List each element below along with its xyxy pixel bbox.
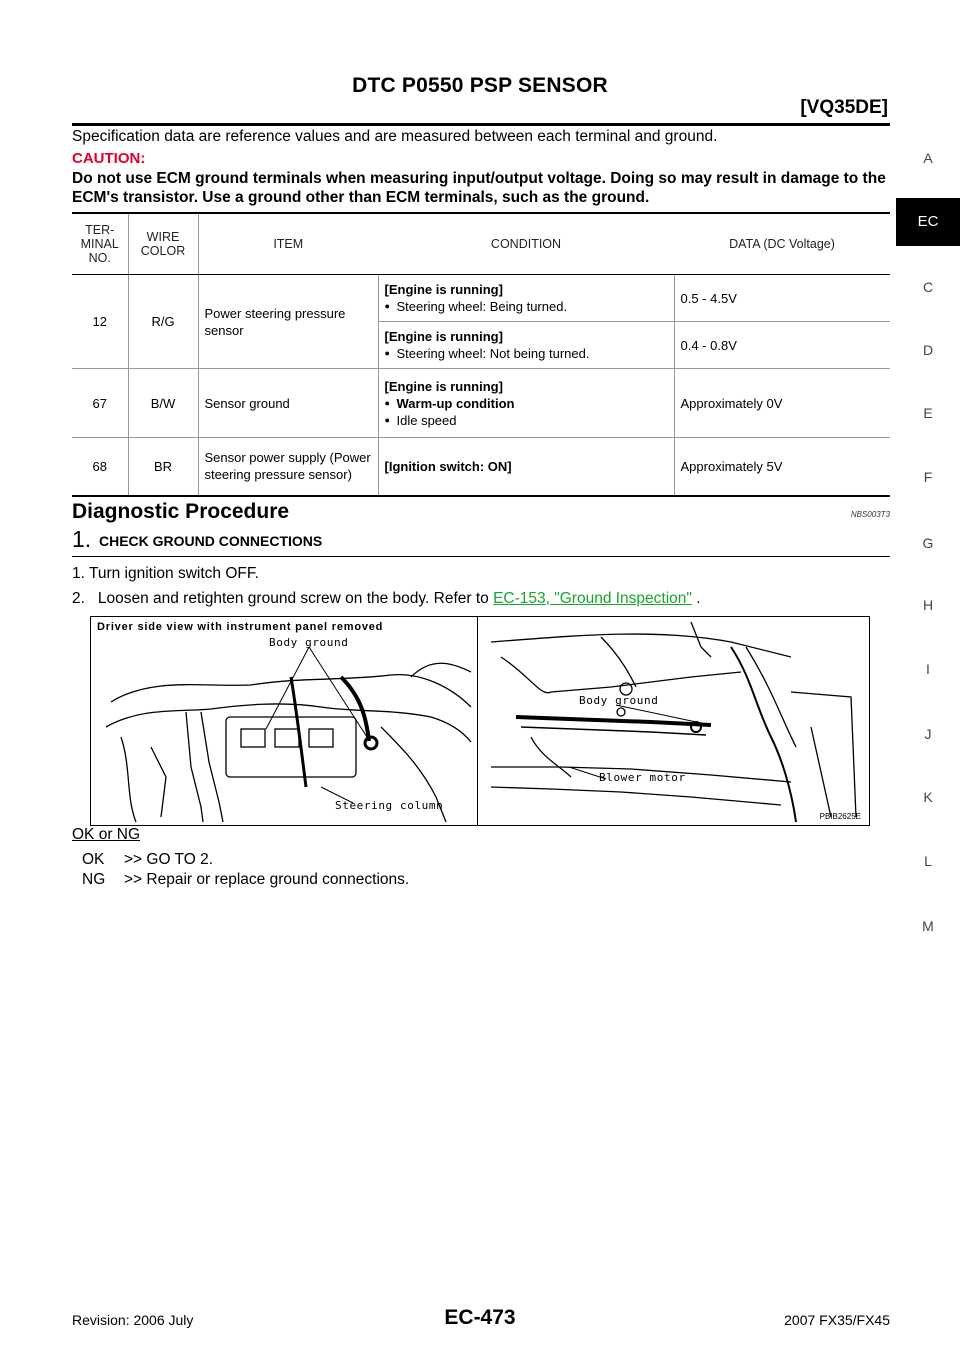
terminal-cell: 12 <box>72 275 128 369</box>
footer-revision: Revision: 2006 July <box>72 1312 194 1328</box>
header-rule <box>72 123 890 126</box>
index-tab-h[interactable]: H <box>922 597 934 613</box>
instruction-1: 1. Turn ignition switch OFF. <box>72 565 259 582</box>
instruction-2 <box>72 590 701 608</box>
step-number: 1. <box>72 526 92 552</box>
index-tab-e[interactable]: E <box>923 405 933 421</box>
spec-note: Specification data are reference values and are measured between each terminal and ground. <box>72 128 718 145</box>
instruction-2-suffix: . <box>691 590 701 607</box>
condition-bullet: ● Warm-up condition <box>385 395 668 412</box>
condition-bullet: ● Steering wheel: Being turned. <box>385 298 668 315</box>
item-cell: Sensor ground <box>198 369 378 438</box>
section-title: Diagnostic Procedure <box>72 500 290 523</box>
steering-column-label: Steering column <box>335 799 444 812</box>
index-tab-m[interactable]: M <box>922 918 934 934</box>
blower-motor-label: Blower motor <box>599 771 686 784</box>
wire-cell: R/G <box>128 275 198 369</box>
condition-cell <box>378 438 674 496</box>
caution-label: CAUTION: <box>72 150 146 167</box>
data-cell: 0.5 - 4.5V <box>674 275 890 322</box>
condition-cell <box>378 369 674 438</box>
body-ground-label-right: Body ground <box>579 694 659 707</box>
index-tab-j[interactable]: J <box>924 726 932 742</box>
item-cell: Sensor power supply (Power steering pressure sensor) <box>198 438 378 496</box>
figure-code: PBIB2625E <box>819 812 861 821</box>
result-ok-row <box>82 851 213 869</box>
col-header-terminal: TER- MINAL NO. <box>72 213 128 275</box>
terminal-cell: 68 <box>72 438 128 496</box>
index-tab-f[interactable]: F <box>923 469 933 485</box>
result-ng-text: >> Repair or replace ground connections. <box>124 871 410 888</box>
result-ok-key: OK <box>82 851 105 868</box>
col-header-item: ITEM <box>198 213 378 275</box>
condition-bullet: ● Idle speed <box>385 412 668 429</box>
step-title: CHECK GROUND CONNECTIONS <box>99 533 323 549</box>
footer-page-number: EC-473 <box>444 1306 516 1329</box>
figure-divider <box>477 617 478 825</box>
terminal-spec-table <box>72 212 890 497</box>
col-header-wire: WIRE COLOR <box>128 213 198 275</box>
condition-cell <box>378 275 674 322</box>
index-tab-k[interactable]: K <box>923 789 933 805</box>
item-cell: Power steering pressure sensor <box>198 275 378 369</box>
table-header-row <box>72 213 890 275</box>
table-row <box>72 438 890 496</box>
ground-inspection-link[interactable]: EC-153, "Ground Inspection" <box>493 590 692 607</box>
result-ng-row <box>82 871 409 889</box>
wire-cell: B/W <box>128 369 198 438</box>
condition-bullet: ● Steering wheel: Not being turned. <box>385 345 668 362</box>
result-ng-key: NG <box>82 871 106 888</box>
index-tab-c[interactable]: C <box>922 279 934 295</box>
data-cell: Approximately 0V <box>674 369 890 438</box>
body-ground-label-left: Body ground <box>269 636 349 649</box>
table-row <box>72 275 890 322</box>
table-row <box>72 369 890 438</box>
condition-head: [Engine is running] <box>384 282 503 297</box>
col-header-condition: CONDITION <box>378 213 674 275</box>
index-tab-d[interactable]: D <box>922 342 934 358</box>
index-tab-a[interactable]: A <box>923 150 933 166</box>
footer-model: 2007 FX35/FX45 <box>784 1312 890 1328</box>
section-index-tabs <box>896 0 960 1358</box>
engine-label: [VQ35DE] <box>800 97 888 118</box>
condition-head: [Ignition switch: ON] <box>384 458 512 474</box>
index-tab-l[interactable]: L <box>924 853 932 869</box>
result-ok-text: >> GO TO 2. <box>124 851 214 868</box>
condition-head: [Engine is running] <box>384 329 503 344</box>
instruction-2-text: 2. Loosen and retighten ground screw on the body. Refer to <box>72 590 494 607</box>
index-tab-i[interactable]: I <box>926 661 930 677</box>
wire-cell: BR <box>128 438 198 496</box>
terminal-cell: 67 <box>72 369 128 438</box>
col-header-data: DATA (DC Voltage) <box>674 213 890 275</box>
page-title: DTC P0550 PSP SENSOR <box>352 74 608 97</box>
figure-caption-left: Driver side view with instrument panel removed <box>97 621 384 633</box>
index-tab-g[interactable]: G <box>922 535 934 551</box>
data-cell: Approximately 5V <box>674 438 890 496</box>
figure-drawing <box>91 617 868 824</box>
condition-cell <box>378 322 674 369</box>
index-tab-ec[interactable]: EC <box>896 198 960 246</box>
section-code: NBS003T3 <box>850 510 890 519</box>
caution-text: Do not use ECM ground terminals when measuring input/output voltage. Doing so may result in damage to the ECM's transistor. Use a ground other than ECM terminals, such as the ground. <box>72 170 886 206</box>
ground-location-figure <box>90 616 870 826</box>
condition-head: [Engine is running] <box>384 378 503 394</box>
data-cell: 0.4 - 0.8V <box>674 322 890 369</box>
step-heading <box>72 526 890 557</box>
ok-or-ng-heading: OK or NG <box>72 826 141 843</box>
